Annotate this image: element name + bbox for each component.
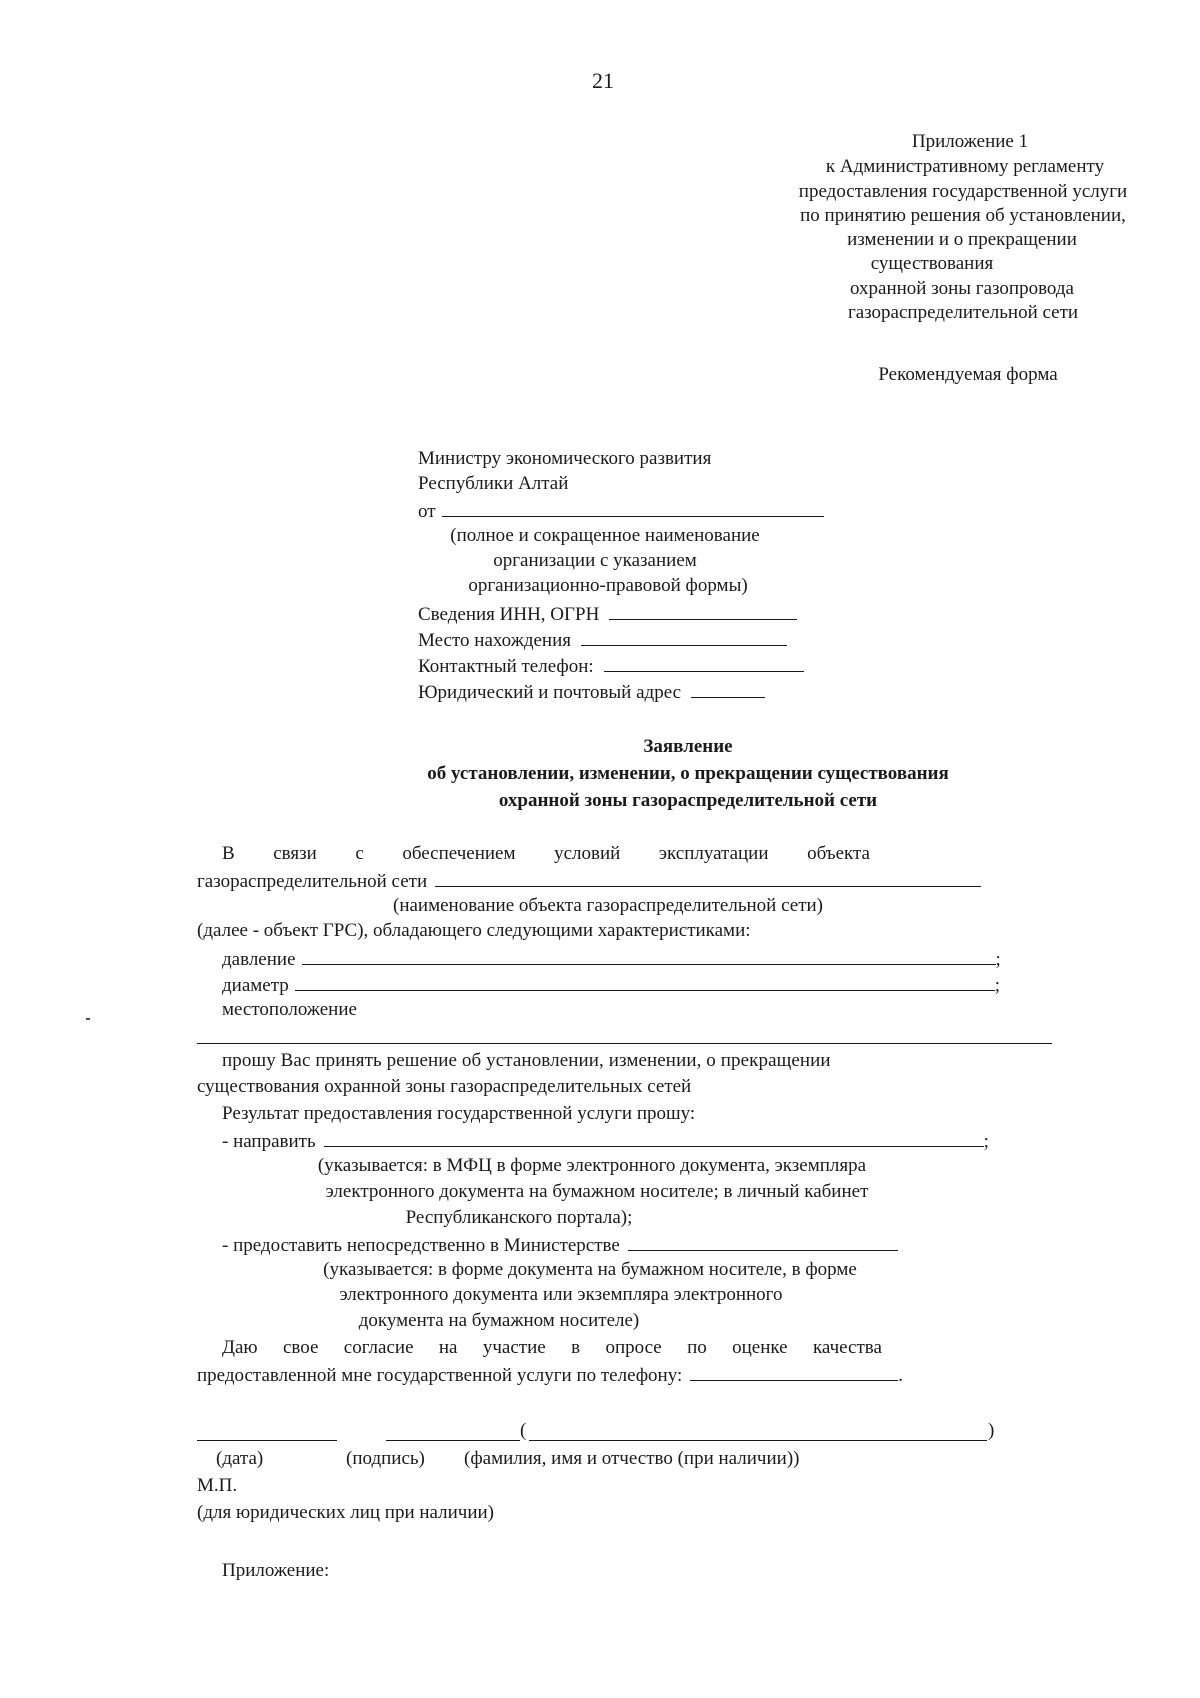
send-hint-2: электронного документа на бумажном носителе; в личный кабинет (325, 1181, 869, 1202)
diameter-row (222, 973, 1000, 997)
intro-word: обеспечением (402, 843, 516, 864)
name-hint-2: организации с указанием (493, 550, 697, 571)
network-object-field[interactable] (435, 869, 981, 887)
consent-word: по (687, 1337, 707, 1358)
address-field[interactable] (691, 680, 765, 698)
appendix-line-3: предоставления государственной услуги (798, 181, 1128, 202)
from-row (418, 499, 824, 523)
consent-word: Даю (222, 1337, 258, 1358)
appendix-line-2: к Административному регламенту (825, 156, 1105, 177)
provide-hint-1: (указывается: в форме документа на бумажном носителе, в форме (323, 1259, 857, 1280)
network-label: газораспределительной сети (197, 871, 428, 892)
inn-label: Сведения ИНН, ОГРН (418, 604, 600, 625)
intro-word: В (222, 843, 235, 864)
pressure-field[interactable] (302, 947, 996, 965)
appendix-line-4: по принятию решения об установлении, (800, 205, 1126, 226)
fio-close-paren: ) (988, 1420, 995, 1441)
appendix-line-8: газораспределительной сети (847, 302, 1079, 323)
recommended-form-note: Рекомендуемая форма (878, 364, 1058, 385)
pressure-label: давление (222, 949, 296, 970)
request-line-2: существования охранной зоны газораспределительных сетей (197, 1076, 692, 1097)
fio-label: (фамилия, имя и отчество (при наличии)) (464, 1448, 800, 1469)
consent-phone-field[interactable] (690, 1363, 898, 1381)
scan-mark (86, 1018, 90, 1020)
pressure-row (222, 947, 1001, 971)
date-field[interactable] (197, 1440, 337, 1441)
provide-field[interactable] (628, 1233, 898, 1251)
consent-line-2: предоставленной мне государственной услуги по телефону: (197, 1365, 683, 1386)
application-subtitle-1: об установлении, изменении, о прекращении существования (427, 763, 949, 784)
application-title: Заявление (643, 736, 733, 757)
intro-word: с (355, 843, 364, 864)
intro-word: связи (273, 843, 317, 864)
send-hint-1: (указывается: в МФЦ в форме электронного документа, экземпляра (317, 1155, 867, 1176)
intro-word: объекта (807, 843, 870, 864)
send-label: - направить (222, 1131, 316, 1152)
consent-word: в (571, 1337, 581, 1358)
appendix-line-5: изменении и о прекращении (847, 229, 1077, 250)
provide-row (222, 1233, 898, 1257)
consent-row (197, 1363, 903, 1387)
semicolon: ; (983, 1131, 989, 1152)
signature-field[interactable] (386, 1440, 520, 1441)
semicolon: ; (994, 975, 1001, 996)
provide-hint-3: документа на бумажном носителе) (358, 1310, 640, 1331)
date-label: (дата) (216, 1448, 264, 1469)
application-subtitle-2: охранной зоны газораспределительной сети (498, 790, 878, 811)
consent-word: участие (482, 1337, 546, 1358)
consent-word: свое (282, 1337, 319, 1358)
page-number: 21 (592, 68, 614, 93)
from-field[interactable] (442, 499, 824, 517)
location-label: Место нахождения (418, 630, 571, 651)
object-hint: (наименование объекта газораспределительной сети) (393, 895, 823, 916)
inn-field[interactable] (609, 602, 797, 620)
signature-label: (подпись) (346, 1448, 425, 1469)
placement-label: местоположение (222, 999, 357, 1020)
consent-line-1 (222, 1337, 882, 1359)
consent-word: на (438, 1337, 458, 1358)
send-hint-3: Республиканского портала); (405, 1207, 633, 1228)
intro-word: условий (554, 843, 621, 864)
network-row (197, 869, 981, 893)
provide-label: - предоставить непосредственно в Министерстве (222, 1235, 620, 1256)
result-text: Результат предоставления государственной услуги прошу: (222, 1103, 696, 1124)
addressee-line-2: Республики Алтай (418, 473, 569, 494)
inn-row (418, 602, 797, 626)
location-row (418, 628, 787, 652)
diameter-label: диаметр (222, 975, 289, 996)
appendix-line-7: охранной зоны газопровода (850, 278, 1074, 299)
send-field[interactable] (324, 1129, 984, 1147)
legal-entities-note: (для юридических лиц при наличии) (197, 1502, 494, 1523)
semicolon: ; (995, 949, 1001, 970)
attachment-label: Приложение: (222, 1560, 330, 1581)
consent-word: оценке (732, 1337, 788, 1358)
name-hint-3: организационно-правовой формы) (468, 575, 748, 596)
consent-word: согласие (343, 1337, 414, 1358)
consent-word: качества (812, 1337, 882, 1358)
location-field[interactable] (581, 628, 787, 646)
intro-word: эксплуатации (658, 843, 769, 864)
phone-row (418, 654, 804, 678)
provide-hint-2: электронного документа или экземпляра электронного (339, 1284, 783, 1305)
addressee-line-1: Министру экономического развития (418, 448, 712, 469)
grs-text: (далее - объект ГРС), обладающего следующими характеристиками: (197, 920, 751, 941)
placement-field[interactable] (197, 1043, 1052, 1044)
fio-field[interactable] (529, 1440, 987, 1441)
phone-label: Контактный телефон: (418, 656, 594, 677)
appendix-line-1: Приложение 1 (911, 131, 1029, 152)
period: . (898, 1365, 904, 1386)
appendix-line-6: существования (870, 253, 994, 274)
name-hint-1: (полное и сокращенное наименование (450, 525, 760, 546)
seal-label: М.П. (197, 1475, 238, 1496)
from-label: от (418, 501, 436, 522)
request-line-1: прошу Вас принять решение об установлении, изменении, о прекращении (222, 1050, 831, 1071)
phone-field[interactable] (604, 654, 804, 672)
intro-line (222, 843, 870, 865)
address-row (418, 680, 765, 704)
diameter-field[interactable] (295, 973, 995, 991)
send-row (222, 1129, 989, 1153)
fio-open-paren: ( (520, 1420, 527, 1441)
address-label: Юридический и почтовый адрес (418, 682, 682, 703)
consent-word: опросе (605, 1337, 662, 1358)
